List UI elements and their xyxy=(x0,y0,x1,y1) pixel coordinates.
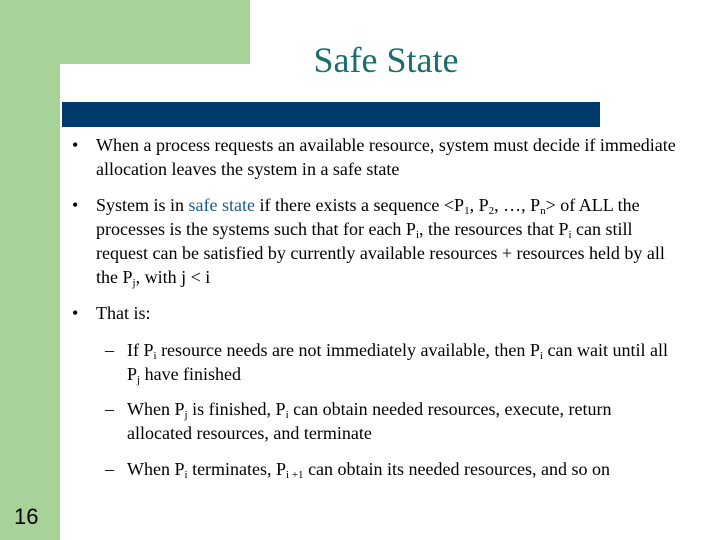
safe-state-term: safe state xyxy=(188,195,255,215)
bullet-3-text: That is: xyxy=(96,303,151,323)
slide-title: Safe State xyxy=(313,40,459,80)
dash-marker: – xyxy=(105,459,114,479)
bullet-1-text: When a process requests an available resource, system must decide if immediate allocation leaves the system in a safe state xyxy=(96,135,676,179)
bullet-marker: • xyxy=(72,195,79,215)
sub-bullet-3-text: When $P_i$ terminates, $P_{i +1}$ can obtain its needed resources, and so on xyxy=(127,459,610,481)
page-number: 16 xyxy=(14,504,39,529)
bullet-2-text: System is in safe state if there exists a sequence $<P_1$, $P_2$, …, $P_n>$ of ALL the processes is the systems such that for each $P_i$, the resources that $P_i$ can still request can be satisfied by currently available resources + resources held by all the $P_j$, with j < i xyxy=(96,195,665,289)
sub-bullet-2-text: When $P_j$ is finished, $P_i$ can obtain needed resources, execute, return allocated resources, and terminate xyxy=(127,399,612,443)
dash-marker: – xyxy=(105,399,114,419)
bullet-marker: • xyxy=(72,303,79,323)
bullet-marker: • xyxy=(72,135,79,155)
sub-bullet-1-text: If $P_i$ resource needs are not immediately available, then $P_i$ can wait until all $P_j$ have finished xyxy=(127,340,668,386)
dash-marker: – xyxy=(105,340,114,360)
